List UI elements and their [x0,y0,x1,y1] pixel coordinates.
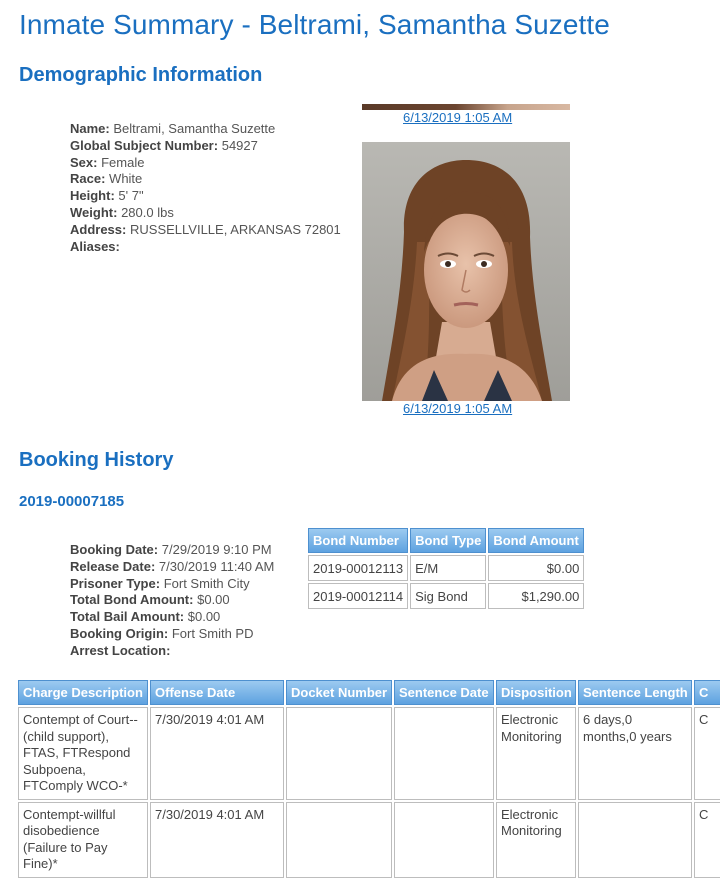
table-row [308,583,584,609]
booking-history-heading: Booking History [19,449,174,471]
charge-description-cell: Contempt of Court--(child support), FTAS, FTRespond Subpoena, FTComply WCO-* [18,707,148,800]
photo-timestamp-link[interactable]: 6/13/2019 1:05 AM [403,110,513,125]
charge-description-cell: Contempt-willful disobedience (Failure to Pay Fine)* [18,802,148,878]
bond-type-cell: Sig Bond [410,583,486,609]
table-row [18,707,720,800]
disposition-cell: Electronic Monitoring [496,802,576,878]
disposition-cell: Electronic Monitoring [496,707,576,800]
bond-number-cell: 2019-00012114 [308,583,408,609]
bond-type-cell: E/M [410,555,486,581]
demographic-info [70,121,341,255]
release-date-field: Release Date: 7/30/2019 11:40 AM [70,558,275,574]
truncated-cell: C [694,707,720,800]
bond-amount-cell: $1,290.00 [488,583,584,609]
total-bail-amount-field: Total Bail Amount: $0.00 [70,609,221,625]
sentence-length-cell [578,802,692,878]
column-header[interactable]: Disposition [496,680,576,705]
weight-field: Weight: 280.0 lbs [70,204,174,220]
docket-number-cell [286,802,392,878]
global-subject-number-field: Global Subject Number: 54927 [70,137,258,153]
booking-info [70,542,274,660]
page-title: Inmate Summary - Beltrami, Samantha Suzette [19,9,610,40]
column-header[interactable]: Charge Description [18,680,148,705]
sentence-date-cell [394,802,494,878]
demographic-heading: Demographic Information [19,64,263,86]
column-header[interactable]: Docket Number [286,680,392,705]
offense-date-cell: 7/30/2019 4:01 AM [150,802,284,878]
bond-number-cell: 2019-00012113 [308,555,408,581]
column-header[interactable]: Bond Amount [488,528,584,553]
bond-table [306,526,586,611]
charges-table [16,678,720,880]
arrest-location-field: Arrest Location: [70,642,171,658]
mugshot-photo[interactable] [362,142,570,401]
total-bond-amount-field: Total Bond Amount: $0.00 [70,592,230,608]
offense-date-cell: 7/30/2019 4:01 AM [150,707,284,800]
booking-number: 2019-00007185 [19,493,125,510]
prisoner-type-field: Prisoner Type: Fort Smith City [70,575,250,591]
bond-amount-cell: $0.00 [488,555,584,581]
table-row [308,555,584,581]
column-header[interactable]: Bond Number [308,528,408,553]
name-field: Name: Beltrami, Samantha Suzette [70,121,276,136]
charges-table-header [18,680,720,705]
column-header[interactable]: Bond Type [410,528,486,553]
column-header[interactable]: Sentence Length [578,680,692,705]
sentence-length-cell: 6 days,0 months,0 years [578,707,692,800]
column-header[interactable]: C [694,680,720,705]
race-field: Race: White [70,171,143,187]
sentence-date-cell [394,707,494,800]
photo-timestamp-link[interactable]: 6/13/2019 1:05 AM [403,401,513,416]
sex-field: Sex: Female [70,154,145,170]
truncated-cell: C [694,802,720,878]
height-field: Height: 5' 7" [70,188,144,204]
aliases-field: Aliases: [70,238,120,254]
booking-date-field: Booking Date: 7/29/2019 9:10 PM [70,542,272,557]
docket-number-cell [286,707,392,800]
column-header[interactable]: Sentence Date [394,680,494,705]
address-field: Address: RUSSELLVILLE, ARKANSAS 72801 [70,221,341,237]
column-header[interactable]: Offense Date [150,680,284,705]
bond-table-header [308,528,584,553]
table-row [18,802,720,878]
booking-origin-field: Booking Origin: Fort Smith PD [70,625,254,641]
